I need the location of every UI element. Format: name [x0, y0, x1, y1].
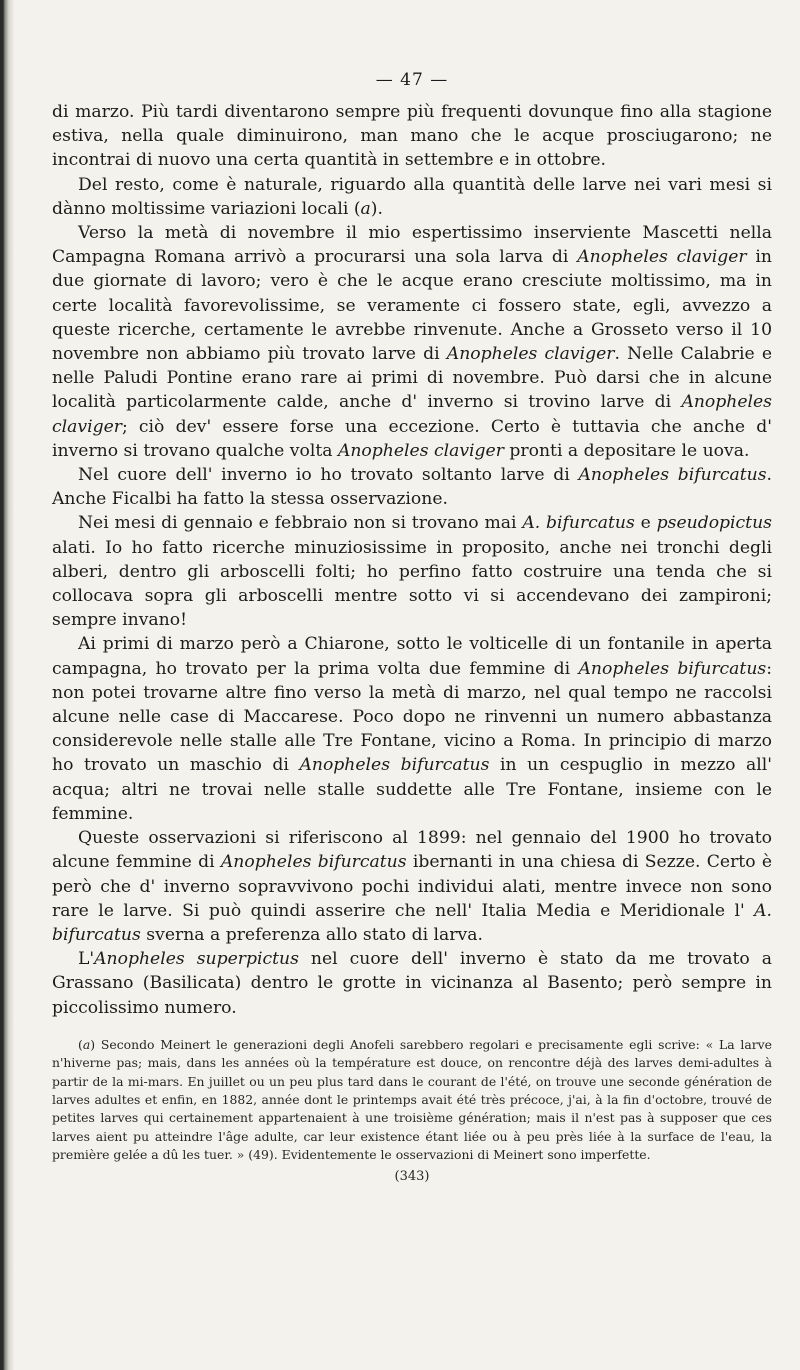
italic-term: Anopheles claviger [337, 440, 504, 461]
italic-term: Anopheles bifurcatus [578, 465, 767, 486]
paragraph [52, 511, 772, 632]
text-run: in due giornate di lavoro; vero è che le acque erano cresciute moltissimo, ma in certe località favorevolissime, se veramente ci fossero state, egli, avvezzo a queste ricerche, certamente le avrebbe rinvenute. Anche a Grosseto verso il 10 novembre non abbiamo più trovato larve di [52, 247, 772, 365]
text-run: . Anche Ficalbi ha fatto la stessa osservazione. [52, 465, 772, 510]
paragraph [52, 100, 772, 173]
page-number: — 47 — [375, 70, 449, 90]
text-run: : non potei trovarne altre fino verso la metà di marzo, nel qual tempo ne raccolsi alcune nelle case di Maccarese. Poco dopo ne rinvenni un numero abbastanza considerevole nelle stalle alle Tre Fontane, vicino a Roma. In principio di marzo ho trovato un maschio di [52, 658, 773, 776]
text-run: Queste osservazioni si riferiscono al 1899: nel gennaio del 1900 ho trovato alcune femmine di [52, 828, 772, 873]
italic-term: Anopheles claviger [52, 392, 772, 437]
text-run: alati. Io ho fatto ricerche minuziosissime in proposito, anche nei tronchi degli alberi, dentro gli arboscelli folti; ho perfino fatto costruire una tenda che si collocava sopra gli arboscelli mentre sotto vi si accendevano dei zampironi; sempre invano! [52, 537, 772, 631]
text-run: Ai primi di marzo però a Chiarone, sotto le volticelle di un fontanile in aperta campagna, ho trovato per la prima volta due femmine di [52, 634, 772, 679]
book-page [52, 68, 772, 1187]
text-run: di marzo. Più tardi diventarono sempre più frequenti dovunque fino alla stagione estiva, nella quale diminuirono, man mano che le acque prosciugarono; ne incontrai di nuovo una certa quantità in settembre e in ottobre. [52, 102, 772, 171]
text-run: ; ciò dev' essere forse una eccezione. Certo è tuttavia che anche d' inverno si trovano qualche volta [52, 416, 772, 461]
paragraph [52, 826, 772, 947]
italic-term: Anopheles bifurcatus [220, 852, 407, 873]
text-run: in un cespuglio in mezzo all' acqua; altri ne trovai nelle stalle suddette alle Tre Fontane, insieme con le femmine. [52, 755, 773, 824]
text-run: ) Secondo Meinert le generazioni degli Anofeli sarebbero regolari e precisamente egli scrive: « La larve n'hiverne pas; mais, dans les années où la température est douce, on rencontre déjà des larves demi-adultes à partir de la mi-mars. En juillet ou un peu plus tard dans le courant de l'été, on trouve une seconde génération de larves adultes et enfin, en 1882, année dont le printemps avait été très précoce, j'ai, à la fin d'octobre, trouvé de petites larves qui certainement appartenaient à une troisième génération; mais il n'est pas à supposer que ces larves aient pu atteindre l'âge adulte, car leur existence étant liée ou à peu près liée à la surface de l'eau, la première gelée a dû les tuer. » (49). Evidentemente le osservazioni di Meinert sono imperfette. [52, 1036, 772, 1163]
italic-term: a [360, 198, 371, 219]
text-run: sverna a preferenza allo stato di larva. [140, 924, 483, 945]
book-spine-edge [0, 0, 14, 1370]
italic-term: a [82, 1036, 91, 1052]
text-run: Verso la metà di novembre il mio espertissimo inserviente Mascetti nella Campagna Romana arrivò a procurarsi una sola larva di [52, 223, 772, 268]
paragraph [52, 463, 772, 511]
italic-term: A. bifurcatus [522, 513, 635, 534]
footnote [52, 1036, 772, 1165]
text-run: L' [78, 949, 95, 970]
paragraph [52, 173, 772, 221]
footnote-text [52, 1036, 772, 1165]
paragraph [52, 221, 772, 463]
paragraph [52, 947, 772, 1020]
paragraph [52, 632, 772, 826]
italic-term: A. bifurcatus [52, 900, 772, 945]
text-run: ). [370, 198, 383, 219]
text-run: e [634, 513, 657, 534]
text-run: pronti a depositare le uova. [503, 440, 750, 461]
italic-term: Anopheles bifurcatus [299, 755, 490, 776]
italic-term: pseudopictus [656, 513, 772, 534]
text-run: ( [78, 1036, 83, 1052]
text-run: Del resto, come è naturale, riguardo alla quantità delle larve nei vari mesi si dànno moltissime variazioni locali ( [52, 174, 772, 219]
text-run: Nei mesi di gennaio e febbraio non si trovano mai [78, 513, 523, 534]
body-text [52, 100, 772, 1020]
text-run: ibernanti in una chiesa di Sezze. Certo è però che d' inverno sopravvivono pochi individui alati, mentre invece non sono rare le larve. Si può quindi asserire che nell' Italia Media e Meridionale l' [52, 852, 772, 921]
text-run: Nel cuore dell' inverno io ho trovato soltanto larve di [78, 465, 579, 486]
italic-term: Anopheles claviger [446, 344, 615, 365]
italic-term: Anopheles claviger [577, 247, 747, 268]
text-run: nel cuore dell' inverno è stato da me trovato a Grassano (Basilicata) dentro le grotte in vicinanza al Basento; però sempre in piccolissimo numero. [52, 949, 773, 1018]
italic-term: Anopheles bifurcatus [578, 658, 767, 679]
printer-signature: (343) [394, 1168, 430, 1184]
italic-term: Anopheles superpictus [94, 949, 299, 970]
text-run: . Nelle Calabrie e nelle Paludi Pontine erano rare ai primi di novembre. Può darsi che in alcune località particolarmente calde, anche d' inverno si trovino larve di [52, 344, 772, 413]
